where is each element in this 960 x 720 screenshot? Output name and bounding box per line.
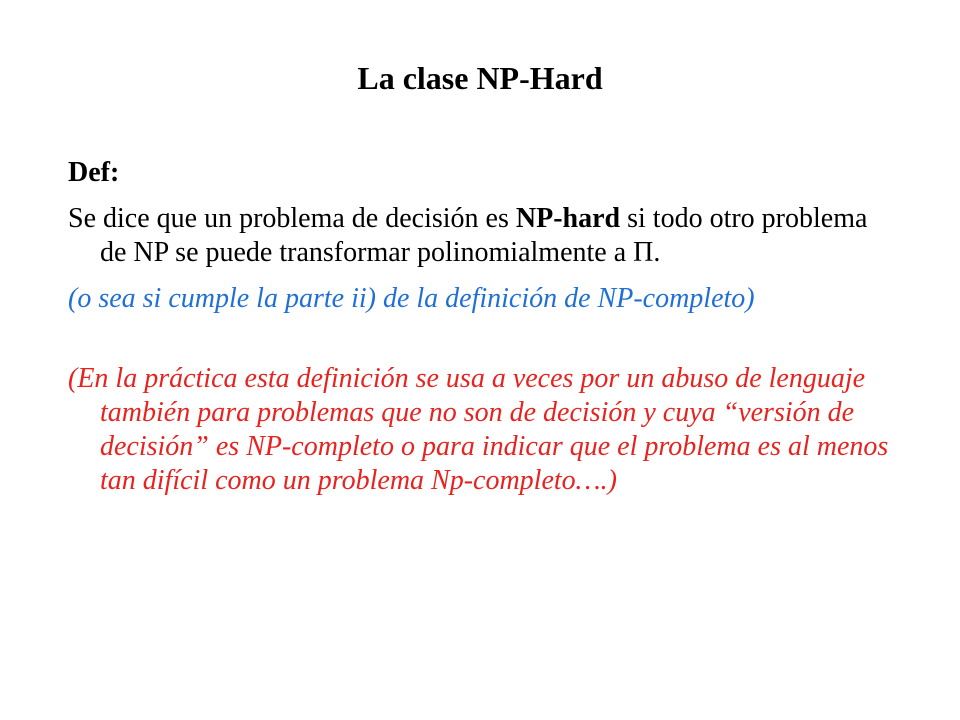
definition-text-part1: Se dice que un problema de decisión es [68,203,516,234]
blue-note: (o sea si cumple la parte ii) de la definición de NP-completo) [68,283,755,314]
np-hard-term: NP-hard [515,203,621,234]
definition-label: Def: [68,157,120,188]
slide-title: La clase NP-Hard [357,60,603,96]
definition-text-part2: si todo otro problema de NP se puede transformar polinomialmente a Π. [100,203,868,268]
slide-body [68,156,898,498]
definition-text [68,202,898,270]
red-note: (En la práctica esta definición se usa a veces por un abuso de lenguaje también para problemas que no son de decisión y cuya “versión de decisión” es NP-completo o para indicar que el problema es al menos tan difícil como un problema Np-completo….) [68,363,889,496]
